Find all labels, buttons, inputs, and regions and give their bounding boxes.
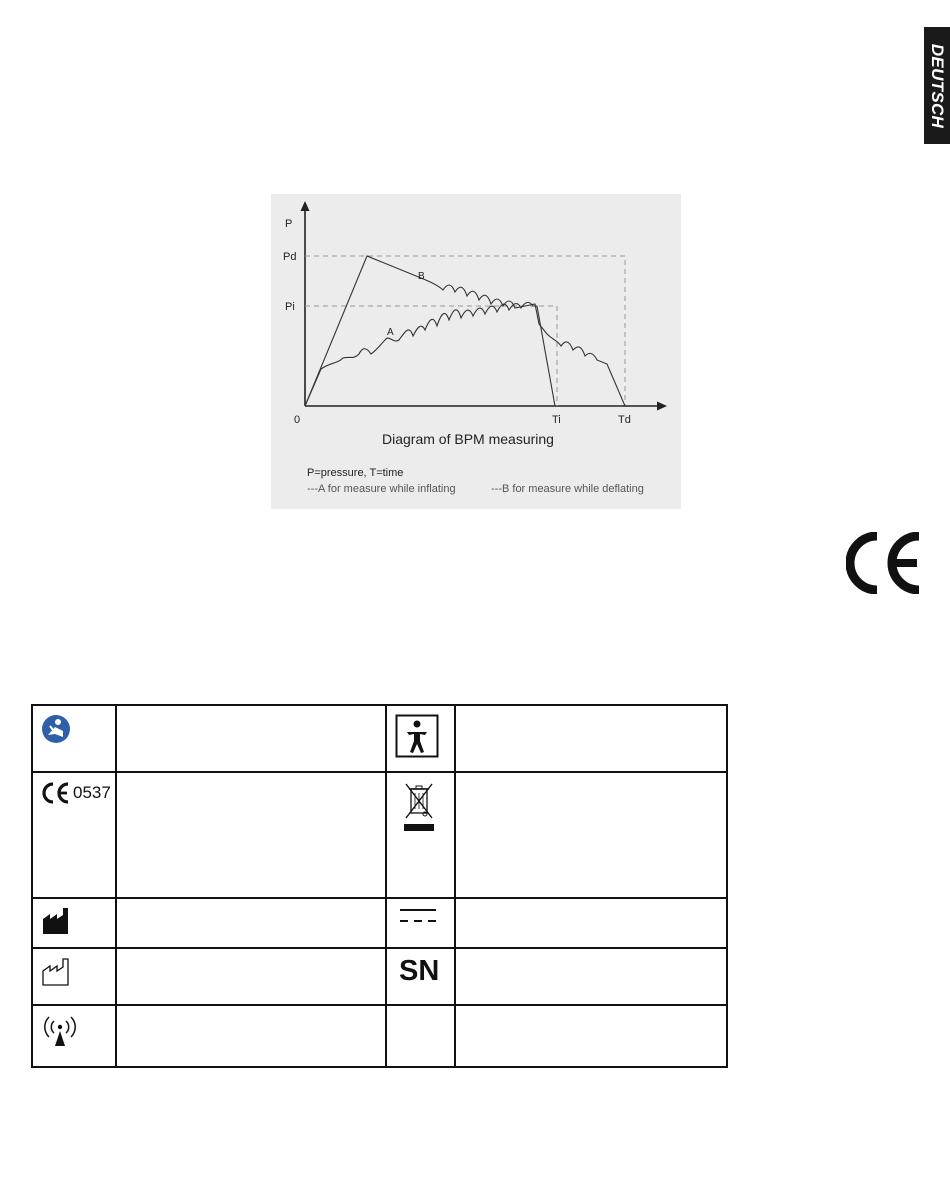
manufacture-date-icon bbox=[41, 957, 71, 987]
table-cell bbox=[32, 898, 116, 948]
table-cell bbox=[116, 898, 386, 948]
ce-mark-logo bbox=[846, 532, 926, 599]
table-cell bbox=[455, 1005, 727, 1067]
table-row bbox=[32, 705, 727, 772]
axis-label-ti: Ti bbox=[552, 414, 561, 426]
bpm-diagram-svg bbox=[271, 194, 681, 509]
serial-number-icon: SN bbox=[399, 955, 440, 987]
table-cell bbox=[32, 948, 116, 1005]
table-cell bbox=[386, 705, 455, 772]
type-bf-applied-part-icon bbox=[395, 714, 439, 758]
ce-code: 0537 bbox=[73, 783, 111, 802]
legend-curve-b: ---B for measure while deflating bbox=[491, 483, 644, 495]
table-cell bbox=[32, 705, 116, 772]
table-cell bbox=[116, 948, 386, 1005]
legend-curve-a: ---A for measure while inflating bbox=[307, 483, 456, 495]
axis-label-td: Td bbox=[618, 414, 631, 426]
consult-instructions-icon bbox=[41, 714, 71, 744]
table-cell bbox=[455, 705, 727, 772]
axis-label-pd: Pd bbox=[283, 251, 297, 263]
ce-0537-symbol bbox=[41, 782, 115, 804]
direct-current-icon bbox=[399, 907, 439, 927]
table-cell bbox=[386, 948, 455, 1005]
table-cell bbox=[116, 705, 386, 772]
table-row bbox=[32, 1005, 727, 1067]
non-ionizing-radiation-icon bbox=[41, 1014, 79, 1048]
language-tab bbox=[924, 27, 950, 144]
curve-label-a: A bbox=[387, 327, 394, 338]
language-tab-label: DEUTSCH bbox=[928, 43, 947, 128]
ce-mark-icon bbox=[41, 782, 71, 804]
bpm-diagram bbox=[271, 194, 681, 509]
axis-label-origin: 0 bbox=[294, 414, 301, 426]
table-cell bbox=[455, 898, 727, 948]
table-cell bbox=[386, 772, 455, 898]
pi-dashed-line bbox=[305, 306, 557, 406]
symbols-table bbox=[31, 704, 728, 1068]
curve-label-b: B bbox=[418, 271, 425, 282]
manufacturer-icon bbox=[41, 907, 71, 935]
diagram-title: Diagram of BPM measuring bbox=[382, 431, 554, 447]
table-cell bbox=[386, 898, 455, 948]
axis-label-pi: Pi bbox=[285, 301, 295, 313]
table-cell bbox=[455, 948, 727, 1005]
table-cell bbox=[116, 1005, 386, 1067]
table-cell bbox=[386, 1005, 455, 1067]
table-row bbox=[32, 898, 727, 948]
weee-disposal-icon bbox=[401, 781, 437, 835]
table-cell bbox=[32, 772, 116, 898]
table-cell bbox=[32, 1005, 116, 1067]
axis-label-p: P bbox=[285, 218, 293, 230]
table-cell bbox=[455, 772, 727, 898]
x-axis-arrow bbox=[657, 402, 667, 411]
y-axis-arrow bbox=[301, 201, 310, 211]
pd-dashed-line bbox=[305, 256, 625, 406]
legend-pressure-time: P=pressure, T=time bbox=[307, 467, 404, 479]
table-row bbox=[32, 948, 727, 1005]
curve-a bbox=[305, 302, 555, 406]
table-row bbox=[32, 772, 727, 898]
table-cell bbox=[116, 772, 386, 898]
curve-b bbox=[305, 256, 625, 406]
